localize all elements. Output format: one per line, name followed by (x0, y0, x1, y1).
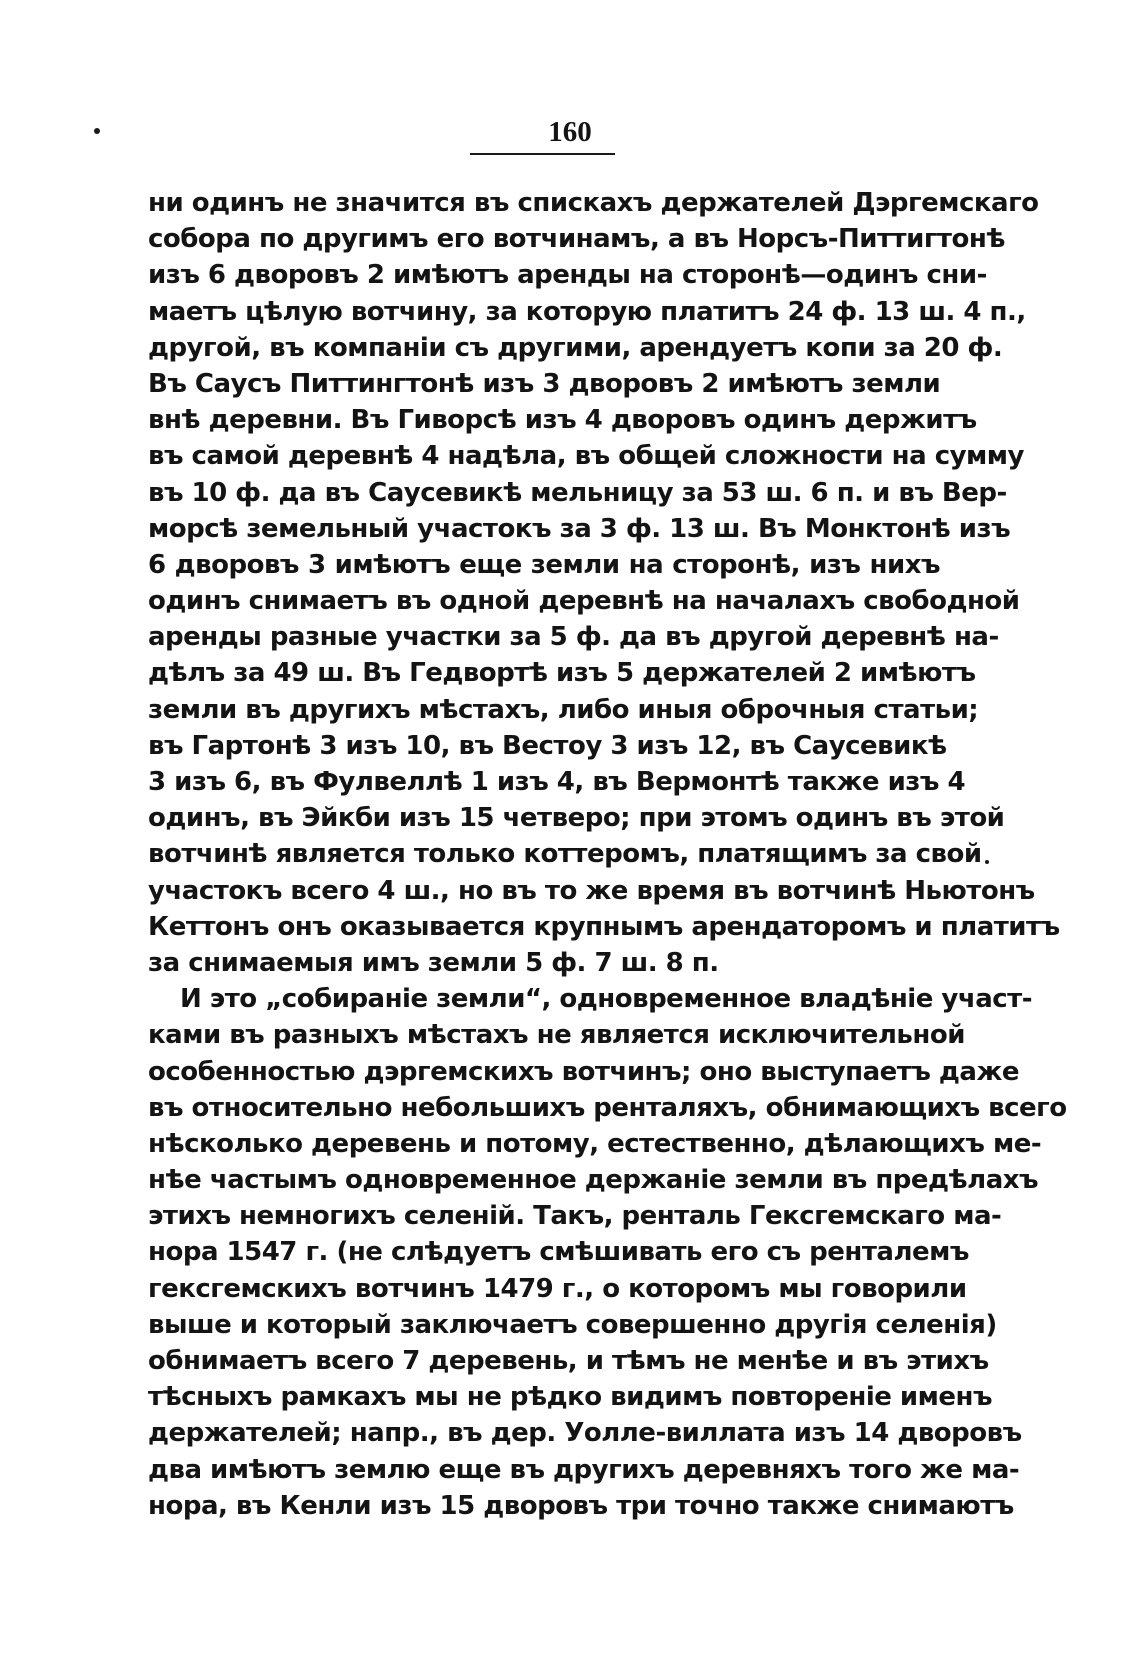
text-line: вотчинѣ является только коттеромъ, платящимъ за свой (148, 839, 982, 870)
text-line: гексгемскихъ вотчинъ 1479 г., о которомъ мы говорили (148, 1273, 967, 1304)
text-line: нѣсколько деревень и потому, естественно, дѣлающихъ ме- (148, 1128, 1042, 1159)
text-line: И это „собиранiе земли“, одновременное владѣнiе участ- (180, 984, 1033, 1015)
paragraph (148, 185, 1060, 981)
text-line: нѣе частымъ одновременное держанiе земли въ предѣлахъ (148, 1165, 1039, 1196)
text-line: одинъ, въ Эйкби изъ 15 четверо; при этомъ одинъ въ этой (148, 803, 1005, 834)
paragraph (148, 981, 1067, 1524)
text-line: изъ 6 дворовъ 2 имѣютъ аренды на сторонѣ—одинъ сни- (148, 260, 987, 291)
text-line: въ 10 ф. да въ Саусевикѣ мельницу за 53 ш. 6 п. и въ Вер- (148, 477, 1007, 508)
text-line: нора 1547 г. (не слѣдуетъ смѣшивать его съ ренталемъ (148, 1237, 969, 1268)
text-line: тѣсныхъ рамкахъ мы не рѣдко видимъ повторенiе именъ (148, 1382, 993, 1413)
text-line: одинъ снимаетъ въ одной деревнѣ на началахъ свободной (148, 586, 1020, 617)
text-line: ками въ разныхъ мѣстахъ не является исключительной (148, 1020, 965, 1051)
text-line: Въ Саусъ Питтингтонѣ изъ 3 дворовъ 2 имѣютъ земли (148, 368, 941, 399)
body-text (148, 185, 1067, 1524)
text-line: Кеттонъ онъ оказывается крупнымъ арендаторомъ и платитъ (148, 911, 1060, 942)
text-line: два имѣютъ землю еще въ другихъ деревняхъ того же ма- (148, 1454, 1020, 1485)
text-line: въ Гартонѣ 3 изъ 10, въ Вестоу 3 изъ 12, въ Саусевикѣ (148, 730, 947, 761)
text-line: дѣлъ за 49 ш. Въ Гедвортѣ изъ 5 держателей 2 имѣютъ (148, 658, 976, 689)
text-line: морсѣ земельный участокъ за 3 ф. 13 ш. Въ Монктонѣ изъ (148, 513, 1011, 544)
text-line: маетъ цѣлую вотчину, за которую платитъ 24 ф. 13 ш. 4 п., (148, 296, 1026, 327)
text-line: аренды разные участки за 5 ф. да въ другой деревнѣ на- (148, 622, 999, 653)
text-line: участокъ всего 4 ш., но въ то же время въ вотчинѣ Ньютонъ (148, 875, 1035, 906)
text-line: нора, въ Кенли изъ 15 дворовъ три точно также снимаютъ (148, 1490, 1014, 1521)
text-line: въ относительно небольшихъ ренталяхъ, обнимающихъ всего (148, 1092, 1067, 1123)
text-line: собора по другимъ его вотчинамъ, а въ Норсъ-Питтигтонѣ (148, 224, 1005, 255)
text-line: въ самой деревнѣ 4 надѣла, въ общей сложности на сумму (148, 441, 1025, 472)
text-line: этихъ немногихъ селенiй. Такъ, ренталь Гексгемскаго ма- (148, 1201, 1002, 1232)
text-line: особенностью дэргемскихъ вотчинъ; оно выступаетъ даже (148, 1056, 1019, 1087)
margin-dot-mark-right (985, 860, 989, 864)
text-line: ни одинъ не значится въ спискахъ держателей Дэргемскаго (148, 188, 1039, 218)
text-line: внѣ деревни. Въ Гиворсѣ изъ 4 дворовъ одинъ держитъ (148, 405, 977, 436)
text-line: земли въ другихъ мѣстахъ, либо иныя оброчныя статьи; (148, 694, 979, 725)
text-line: 3 изъ 6, въ Фулвеллѣ 1 изъ 4, въ Вермонтѣ также изъ 4 (148, 767, 966, 797)
page-number: 160 (548, 116, 592, 148)
text-line: держателей; напр., въ дер. Уолле-виллата изъ 14 дворовъ (148, 1418, 1022, 1449)
text-line: обнимаетъ всего 7 деревень, и тѣмъ не менѣе и въ этихъ (148, 1346, 989, 1376)
text-line: выше и который заключаетъ совершенно другiя селенiя) (148, 1309, 997, 1340)
text-line: 6 дворовъ 3 имѣютъ еще земли на сторонѣ, изъ нихъ (148, 549, 940, 580)
page-number-rule (470, 153, 615, 155)
text-line: за снимаемыя имъ земли 5 ф. 7 ш. 8 п. (148, 947, 719, 978)
text-line: другой, въ компанiи съ другими, арендуетъ копи за 20 ф. (148, 332, 1003, 363)
